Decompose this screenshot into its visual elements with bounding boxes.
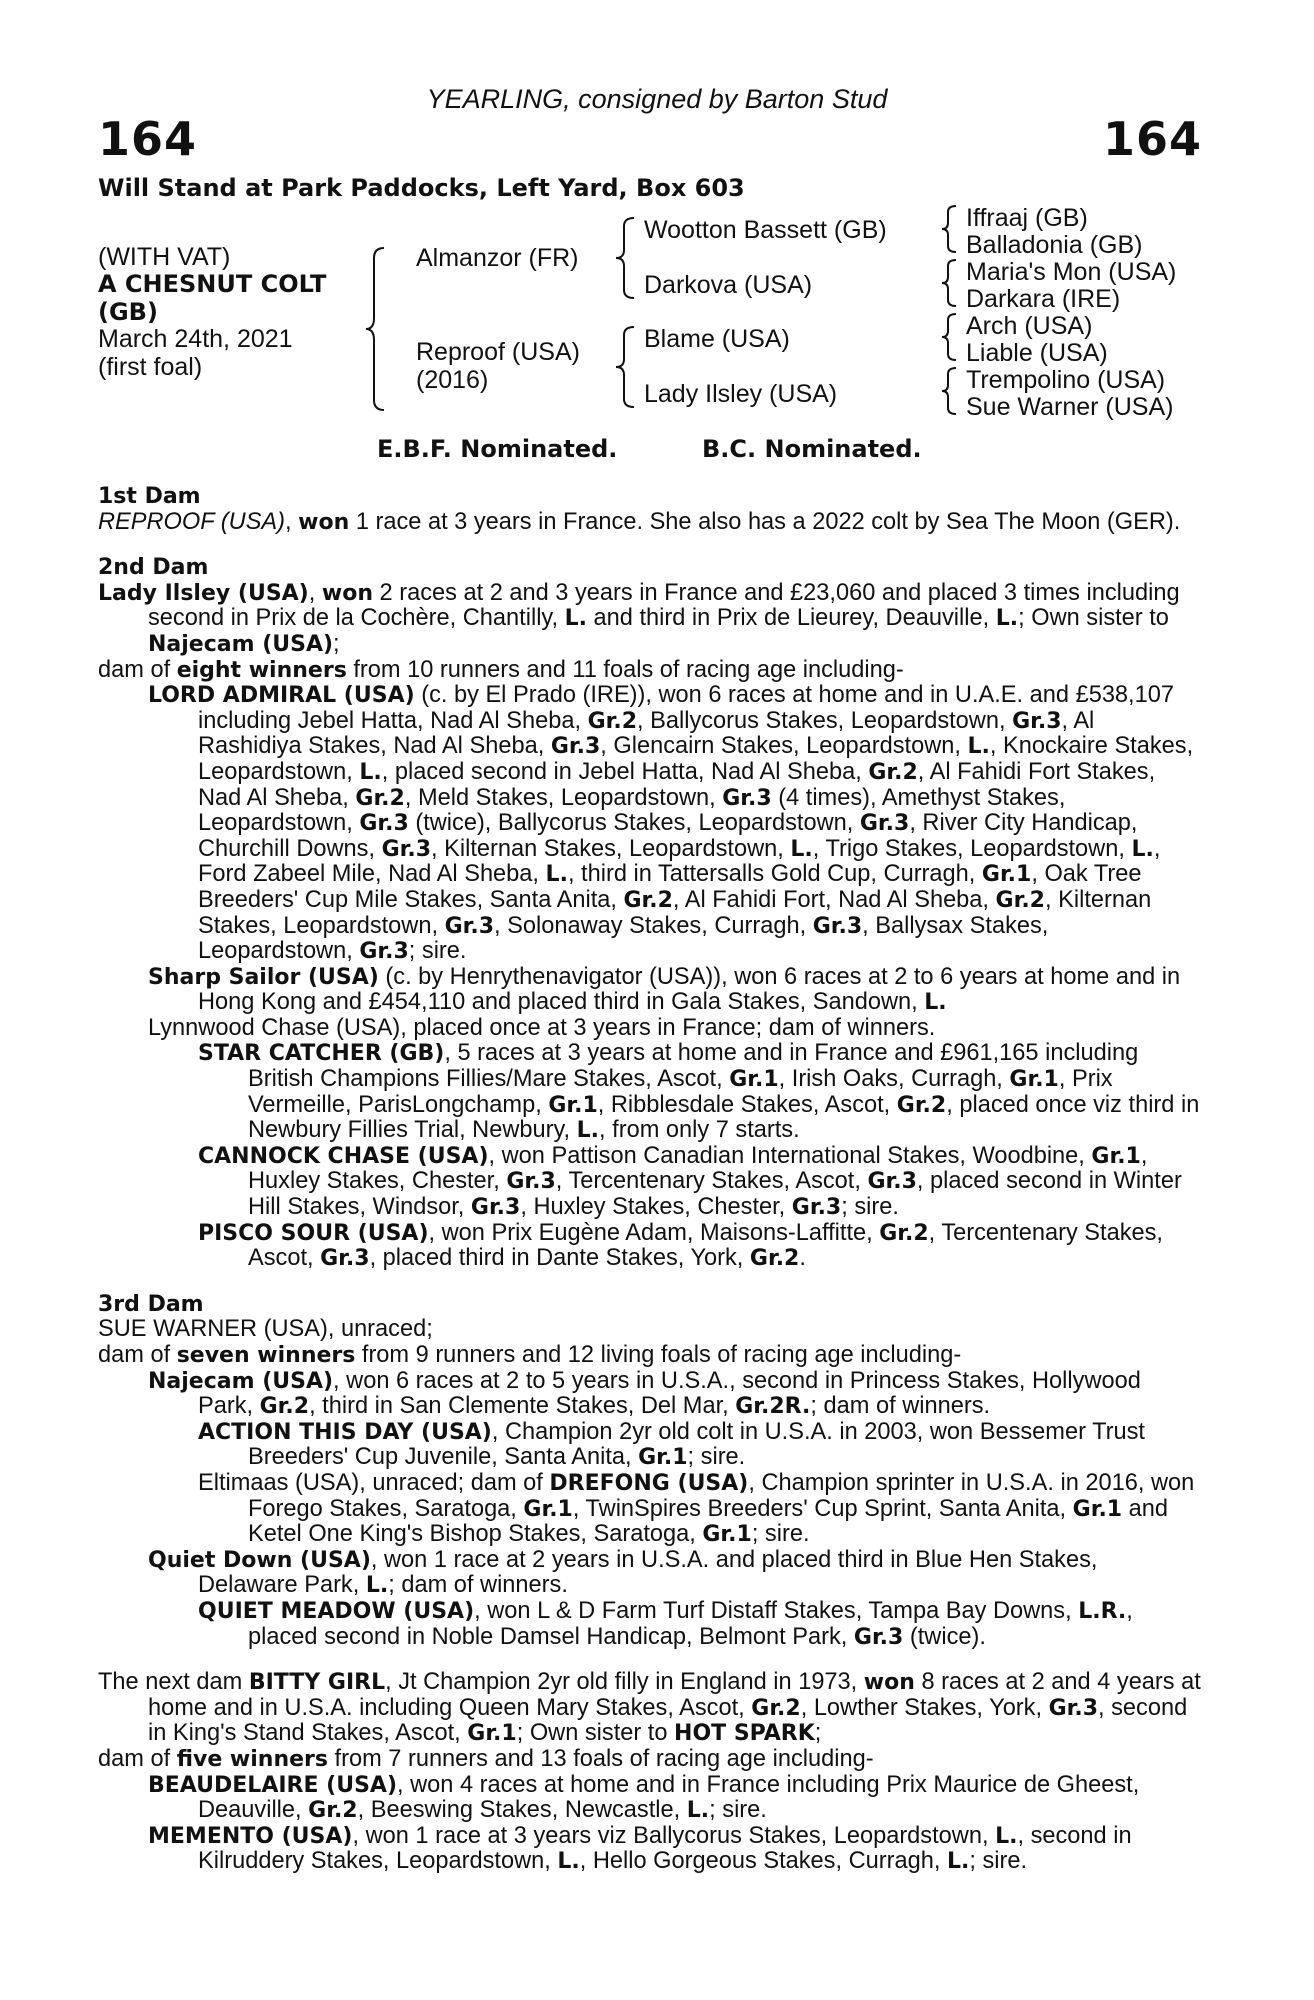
second-dam-heading: 2nd Dam xyxy=(98,555,209,581)
dam: Reproof (USA) xyxy=(416,338,580,366)
dss: Arch (USA) xyxy=(966,312,1093,340)
lot-number-left: 164 xyxy=(98,112,198,166)
sire-dam-brace xyxy=(364,246,388,412)
dam-sire: Blame (USA) xyxy=(644,325,790,353)
third-dam-heading: 3rd Dam xyxy=(98,1291,204,1317)
first-dam-paragraph: REPROOF (USA), won 1 race at 3 years in France. She also has a 2022 colt by Sea The Moon (GER). xyxy=(98,508,1181,535)
second-dam-produce: dam of eight winners from 10 runners and 11 foals of racing age including- xyxy=(98,656,904,683)
sharp-sailor-entry: Sharp Sailor (USA) (c. by Henrythenavigator (USA)), won 6 races at 2 to 6 years at home and in Hong Kong and £454,110 and placed third in Gala Stakes, Sandown, L. xyxy=(148,963,1181,1016)
third-dam-produce: dam of seven winners from 9 runners and 12 living foals of racing age including- xyxy=(98,1342,962,1368)
first-dam-heading: 1st Dam xyxy=(98,484,201,509)
ssd: Balladonia (GB) xyxy=(966,231,1143,259)
dsd: Liable (USA) xyxy=(966,339,1108,367)
najecam-entry: Najecam (USA), won 6 races at 2 to 5 years in U.S.A., second in Princess Stakes, Hollywood Park, Gr.2, third in San Clemente Stakes, Del Mar, Gr.2R.; dam of winners. xyxy=(148,1367,1141,1420)
horse-name: A CHESNUT COLT xyxy=(98,270,327,298)
sdd: Darkara (IRE) xyxy=(966,285,1121,313)
lord-admiral-entry: LORD ADMIRAL (USA) (c. by El Prado (IRE)), won 6 races at home and in U.A.E. and £538,107 including Jebel Hatta, Nad Al Sheba, Gr.2, Ballycorus Stakes, Leopardstown, Gr.3, Al Rashidiya Stakes, Nad Al Sheba, Gr.3, Glencairn Stakes, Leopardstown, L., Knockaire Stakes, Leopardstown, L., placed second in Jebel Hatta, Nad Al Sheba, Gr.2, Al Fahidi Fort Stakes, Nad Al Sheba, Gr.2, Meld Stakes, Leopardstown, Gr.3 (4 times), Amethyst Stakes, Leopardstown, Gr.3 (twice), Ballycorus Stakes, Leopardstown, Gr.3, River City Handicap, Churchill Downs, Gr.3, Kilternan Stakes, Leopardstown, L., Trigo Stakes, Leopardstown, L., Ford Zabeel Mile, Nad Al Sheba, L., third in Tattersalls Gold Cup, Curragh, Gr.1, Oak Tree Breeders' Cup Mile Stakes, Santa Anita, Gr.2, Al Fahidi Fort, Nad Al Sheba, Gr.2, Kilternan Stakes, Leopardstown, Gr.3, Solonaway Stakes, Curragh, Gr.3, Ballysax Stakes, Leopardstown, Gr.3; sire. xyxy=(148,682,1194,965)
horse-origin: (GB) xyxy=(98,298,158,326)
catalogue-body xyxy=(98,484,1202,1875)
dam-dam: Lady Ilsley (USA) xyxy=(644,380,838,408)
sire-dam: Darkova (USA) xyxy=(644,271,813,299)
brace-1 xyxy=(940,204,960,254)
next-dam-intro: The next dam BITTY GIRL, Jt Champion 2yr old filly in England in 1973, won 8 races at 2 and 4 years at home and in U.S.A. including Queen Mary Stakes, Ascot, Gr.2, Lowther Stakes, York, Gr.3, second in King's Stand Stakes, Ascot, Gr.1; Own sister to HOT SPARK; xyxy=(98,1669,1201,1747)
quiet-meadow-entry: QUIET MEADOW (USA), won L & D Farm Turf Distaff Stakes, Tampa Bay Downs, L.R., placed second in Noble Damsel Handicap, Belmont Park, Gr.3 (twice). xyxy=(198,1597,1133,1650)
bc-nomination: B.C. Nominated. xyxy=(702,435,922,463)
consignment-line: YEARLING, consigned by Barton Stud xyxy=(426,84,888,114)
foaling-date: March 24th, 2021 xyxy=(98,325,293,353)
dam-year: (2016) xyxy=(416,366,489,394)
eltimaas-entry: Eltimaas (USA), unraced; dam of DREFONG (USA), Champion sprinter in U.S.A. in 2016, won Forego Stakes, Saratoga, Gr.1, TwinSpires Breeders' Cup Sprint, Santa Anita, Gr.1 and Ketel One King's Bishop Stakes, Saratoga, Gr.1; sire. xyxy=(198,1469,1195,1548)
third-dam-intro: SUE WARNER (USA), unraced; xyxy=(98,1316,433,1343)
lynnwood-chase-entry: Lynnwood Chase (USA), placed once at 3 years in France; dam of winners. xyxy=(148,1014,936,1041)
cannock-chase-entry: CANNOCK CHASE (USA), won Pattison Canadian International Stakes, Woodbine, Gr.1, Huxley Stakes, Chester, Gr.3, Tercentenary Stakes, Ascot, Gr.3, placed second in Winter Hill Stakes, Windsor, Gr.3, Huxley Stakes, Chester, Gr.3; sire. xyxy=(198,1142,1182,1221)
dds: Trempolino (USA) xyxy=(966,366,1166,394)
action-this-day-entry: ACTION THIS DAY (USA), Champion 2yr old colt in U.S.A. in 2003, won Bessemer Trust Breeders' Cup Juvenile, Santa Anita, Gr.1; sire. xyxy=(198,1418,1145,1471)
next-dam-produce: dam of five winners from 7 runners and 13 foals of racing age including- xyxy=(98,1745,874,1772)
beaudelaire-entry: BEAUDELAIRE (USA), won 4 races at home and in France including Prix Maurice de Gheest, Deauville, Gr.2, Beeswing Stakes, Newcastle, L.; sire. xyxy=(148,1771,1140,1824)
sire-sire: Wootton Bassett (GB) xyxy=(644,216,887,244)
sire: Almanzor (FR) xyxy=(416,244,579,272)
quiet-down-entry: Quiet Down (USA), won 1 race at 2 years in U.S.A. and placed third in Blue Hen Stakes, Delaware Park, L.; dam of winners. xyxy=(148,1546,1098,1599)
memento-entry: MEMENTO (USA), won 1 race at 3 years viz Ballycorus Stakes, Leopardstown, L., second in Kilruddery Stakes, Leopardstown, L., Hello Gorgeous Stakes, Curragh, L.; sire. xyxy=(148,1822,1132,1875)
foal-note: (first foal) xyxy=(98,353,203,381)
stand-location: Will Stand at Park Paddocks, Left Yard, Box 603 xyxy=(98,174,745,202)
vat-note: (WITH VAT) xyxy=(98,243,231,271)
brace-4 xyxy=(940,366,960,416)
ebf-nomination: E.B.F. Nominated. xyxy=(377,435,618,463)
pisco-sour-entry: PISCO SOUR (USA), won Prix Eugène Adam, Maisons-Laffitte, Gr.2, Tercentenary Stakes, Ascot, Gr.3, placed third in Dante Stakes, York, Gr.2. xyxy=(198,1219,1163,1272)
sss: Iffraaj (GB) xyxy=(966,204,1088,232)
brace-3 xyxy=(940,312,960,362)
dam-line-brace xyxy=(614,325,638,409)
second-dam-intro: Lady Ilsley (USA), won 2 races at 2 and 3 years in France and £23,060 and placed 3 times including second in Prix de la Cochère, Chantilly, L. and third in Prix de Lieurey, Deauville, L.; Own sister to Najecam (USA); xyxy=(98,579,1180,657)
star-catcher-entry: STAR CATCHER (GB), 5 races at 3 years at home and in France and £961,165 including British Champions Fillies/Mare Stakes, Ascot, Gr.1, Irish Oaks, Curragh, Gr.1, Prix Vermeille, ParisLongchamp, Gr.1, Ribblesdale Stakes, Ascot, Gr.2, placed once viz third in Newbury Fillies Trial, Newbury, L., from only 7 starts. xyxy=(198,1040,1200,1144)
sds: Maria's Mon (USA) xyxy=(966,258,1177,286)
ddd: Sue Warner (USA) xyxy=(966,393,1174,421)
sire-line-brace xyxy=(614,216,638,300)
brace-2 xyxy=(940,258,960,308)
lot-number-right: 164 xyxy=(1102,112,1202,166)
